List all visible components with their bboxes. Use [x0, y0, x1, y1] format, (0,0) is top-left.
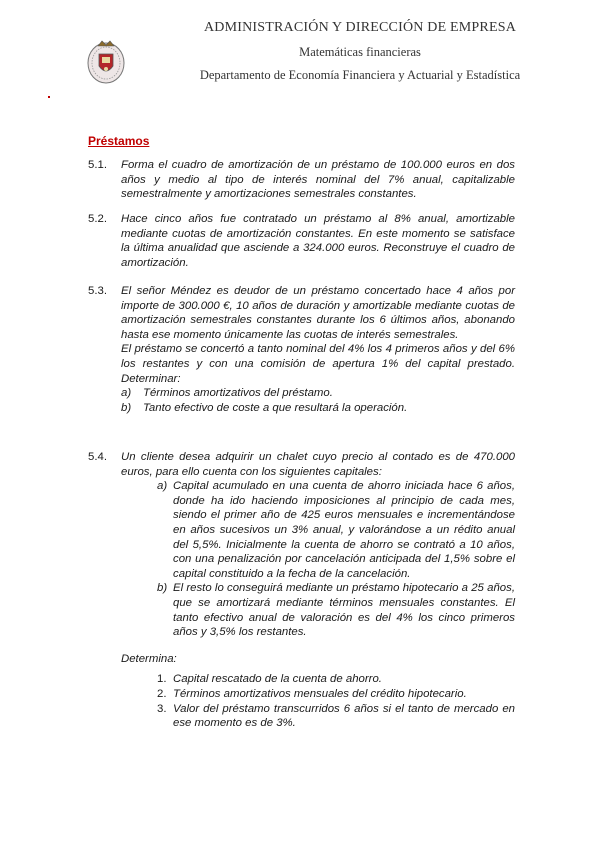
sub-item-marker: a) — [121, 387, 132, 400]
header-department: Departamento de Economía Financiera y Actuarial y Estadística — [199, 68, 521, 82]
sub-item — [121, 581, 515, 639]
question-text: Términos amortizativos mensuales del crédito hipotecario. — [173, 687, 467, 700]
sub-item-text: Términos amortizativos del préstamo. — [143, 387, 333, 400]
question-number: 3. — [157, 702, 167, 715]
university-seal-icon — [84, 36, 128, 86]
question-item — [121, 687, 515, 702]
header-subject: Matemáticas financieras — [299, 45, 421, 59]
exercise-number: 5.3. — [88, 285, 107, 297]
exercise-number: 5.2. — [88, 213, 107, 225]
exercise-text: El señor Méndez es deudor de un préstamo concertado hace 4 años por importe de 300.000 €, 10 años de duración y amortizable mediante cuotas de amortización semestrales constantes durante los 6 últimos años, abonando hasta ese momento únicamente las cuotas de interés semestrales. — [121, 285, 515, 341]
sub-item-marker: b) — [121, 401, 132, 414]
red-dot-mark — [48, 96, 50, 98]
determina-label: Determina: — [121, 652, 177, 665]
question-number: 1. — [157, 673, 167, 686]
sub-item-text: El resto lo conseguirá mediante un préstamo hipotecario a 25 años, que se amortizará mediante términos mensuales constantes. El tanto efectivo anual de valoración es del 4% los cinco primeros años y 3,5% los restantes. — [173, 582, 515, 639]
exercise-text: Hace cinco años fue contratado un préstamo al 8% anual, amortizable mediante cuotas de amortización constantes. En este momento se satisface la última anualidad que asciende a 324.000 euros. Reconstruye el cuadro de amortización. — [121, 213, 515, 269]
sub-item — [121, 386, 515, 401]
question-item — [121, 702, 515, 731]
sub-item — [121, 479, 515, 581]
exercise-text: Forma el cuadro de amortización de un préstamo de 100.000 euros en dos años y medio al tipo de interés nominal del 7% anual, capitalizable semestralmente y amortizaciones semestrales constantes. — [121, 159, 515, 201]
sub-item-text: Capital acumulado en una cuenta de ahorro iniciada hace 6 años, donde ha ido haciendo imposiciones al principio de cada mes, siendo el primer año de 425 euros mensuales e incrementándose en años sucesivos un 3% anual, y valorándose a un rédito anual del 5,5%. Inicialmente la cuenta de ahorro se contrató a 10 años, con una penalización por cancelación anticipada del 1,5% sobre el capital constituido a la fecha de la cancelación. — [173, 480, 515, 580]
question-text: Valor del préstamo transcurridos 6 años si el tanto de mercado en ese momento es de 3%. — [173, 702, 515, 730]
section-title: Préstamos — [88, 134, 150, 148]
header-institution: ADMINISTRACIÓN Y DIRECCIÓN DE EMPRESA — [203, 20, 517, 35]
exercise-number: 5.1. — [88, 159, 107, 171]
exercise-number: 5.4. — [88, 451, 107, 463]
document-header — [0, 0, 600, 100]
question-number: 2. — [157, 687, 167, 700]
question-text: Capital rescatado de la cuenta de ahorro. — [173, 673, 382, 686]
sub-item-marker: b) — [157, 582, 168, 595]
exercise-text: Un cliente desea adquirir un chalet cuyo precio al contado es de 470.000 euros, para ello cuenta con los siguientes capitales: — [121, 451, 515, 478]
question-item — [121, 672, 515, 687]
sub-item-text: Tanto efectivo de coste a que resultará la operación. — [143, 401, 408, 414]
sub-item-marker: a) — [157, 480, 168, 493]
sub-item — [121, 401, 515, 416]
exercise-text-continued: El préstamo se concertó a tanto nominal del 4% los 4 primeros años y del 6% los restantes y con una comisión de apertura 1% del capital prestado. Determinar: — [121, 343, 515, 385]
